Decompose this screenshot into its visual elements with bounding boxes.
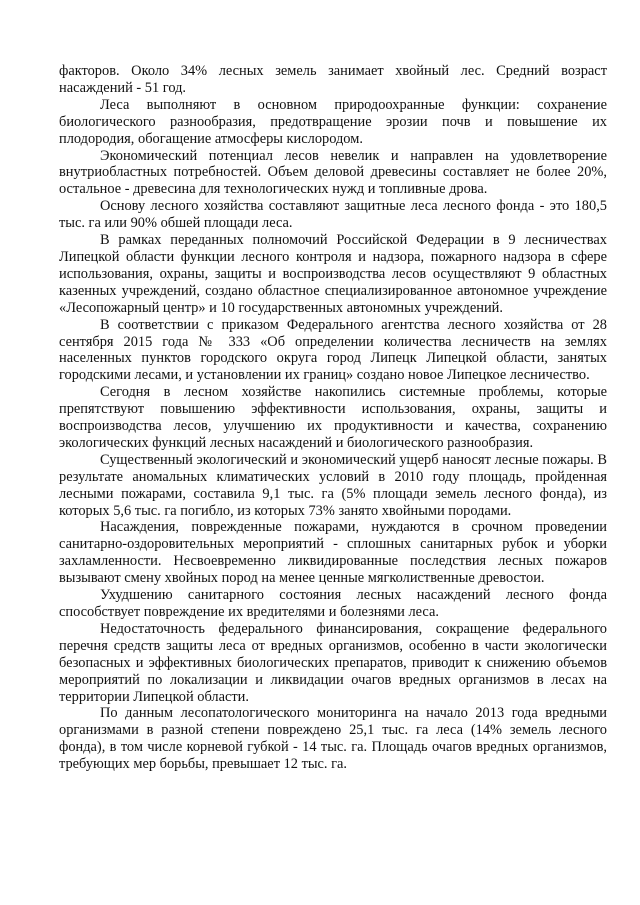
paragraph-2: Леса выполняют в основном природоохранные функции: сохранение биологического разнообразия, предотвращение эрозии почв и повышение их плодородия, обогащение атмосферы кислородом.	[59, 96, 607, 147]
paragraph-1: факторов. Около 34% лесных земель занимает хвойный лес. Средний возраст насаждений - 51 год.	[59, 63, 607, 96]
paragraph-9: Насаждения, поврежденные пожарами, нуждаются в срочном проведении санитарно-оздоровительных мероприятий - сплошных санитарных рубок и уборки захламленности. Несвоевременно ликвидированные последствия лесных пожаров вызывают смену хвойных пород на менее ценные мягколиственные древостои.	[59, 519, 607, 587]
paragraph-6: В соответствии с приказом Федерального агентства лесного хозяйства от 28 сентября 2015 года № 333 «Об определении количества лесничеств на землях населенных пунктов городского округа город Липецк Липецкой области, занятых городскими лесами, и установлении их границ» создано новое Липецкое лесничество.	[59, 316, 607, 384]
paragraph-4: Основу лесного хозяйства составляют защитные леса лесного фонда - это 180,5 тыс. га или 90% обшей площади леса.	[59, 198, 607, 232]
paragraph-3: Экономический потенциал лесов невелик и направлен на удовлетворение внутриобластных потребностей. Объем деловой древесины составляет не более 20%, остальное - древесина для технологических нужд и топливные дрова.	[59, 147, 607, 198]
body-text	[59, 63, 607, 773]
paragraph-12: По данным лесопатологического мониторинга на начало 2013 года вредными организмами в разной степени повреждено 25,1 тыс. га леса (14% земель лесного фонда), в том числе корневой губкой - 14 тыс. га. Площадь очагов вредных организмов, требующих мер борьбы, превышает 12 тыс. га.	[59, 705, 607, 773]
paragraph-10: Ухудшению санитарного состояния лесных насаждений лесного фонда способствует повреждение их вредителями и болезнями леса.	[59, 587, 607, 620]
paragraph-8: Существенный экологический и экономический ущерб наносят лесные пожары. В результате аномальных климатических условий в 2010 году площадь, пройденная лесными пожарами, составила 9,1 тыс. га (5% площади земель лесного фонда), из которых 5,6 тыс. га погибло, из которых 73% занято хвойными породами.	[59, 451, 607, 519]
paragraph-5: В рамках переданных полномочий Российской Федерации в 9 лесничествах Липецкой области функции лесного контроля и надзора, пожарного надзора в сфере использования, охраны, защиты и воспроизводства лесов осуществляют 9 областных казенных учреждений, создано областное специализированное автономное учреждение «Лесопожарный центр» и 10 государственных автономных учреждений.	[59, 232, 607, 316]
paragraph-11: Недостаточность федерального финансирования, сокращение федерального перечня средств защиты леса от вредных организмов, особенно в части экологически безопасных и эффективных биологических препаратов, приводит к снижению объемов мероприятий по локализации и ликвидации очагов вредных организмов в лесах на территории Липецкой области.	[59, 620, 607, 705]
paragraph-7: Сегодня в лесном хозяйстве накопились системные проблемы, которые препятствуют повышению эффективности использования, охраны, защиты и воспроизводства лесов, улучшению их продуктивности и качества, сохранению экологических функций лесных насаждений и биологического разнообразия.	[59, 384, 607, 451]
